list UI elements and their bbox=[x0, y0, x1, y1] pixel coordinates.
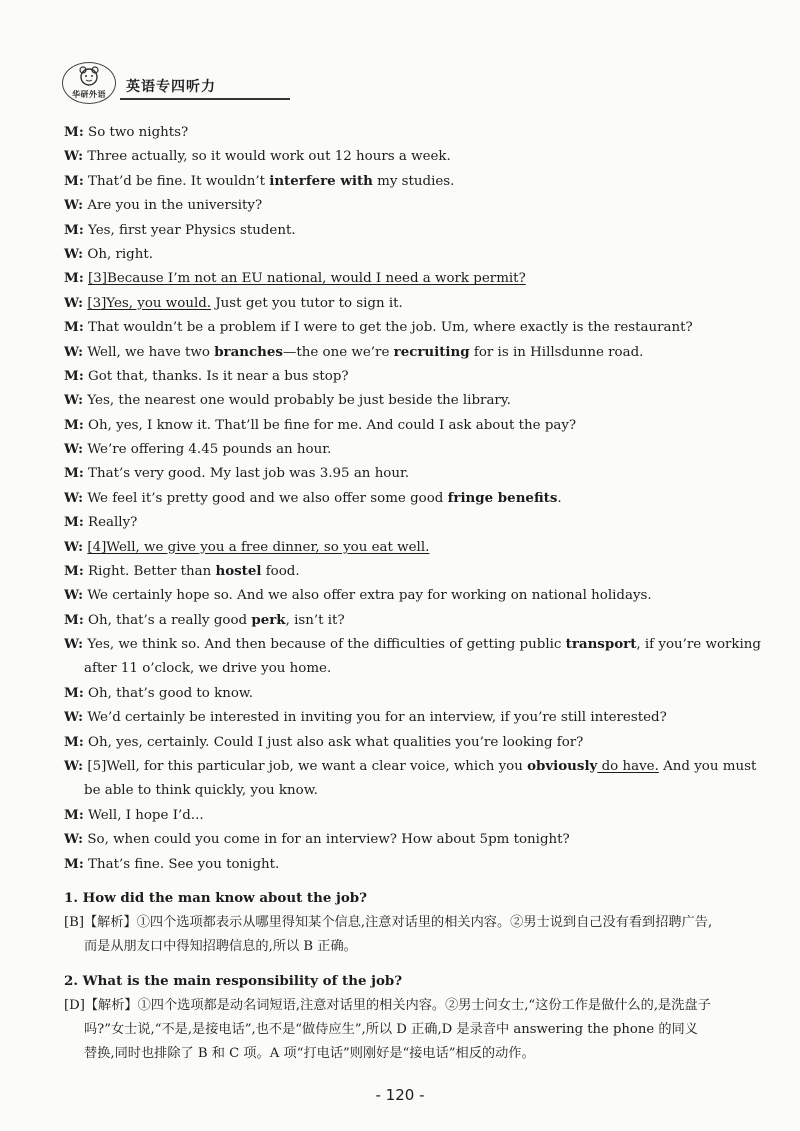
answer-explanation-line: [D]【解析】①四个选项都是动名词短语,注意对话里的相关内容。②男士问女士,“这份工作是做什么的,是洗盘子 bbox=[64, 997, 711, 1013]
dialogue-text: And you must bbox=[658, 759, 757, 775]
dialogue-line bbox=[64, 803, 764, 827]
speaker-label: W: bbox=[64, 294, 84, 311]
dialogue-line bbox=[64, 413, 764, 437]
answer-key-text: [3]Yes, you would. bbox=[87, 295, 212, 311]
dialogue-line bbox=[64, 535, 764, 559]
speaker-label: W: bbox=[64, 148, 84, 165]
speaker-label: W: bbox=[64, 587, 84, 604]
dialogue-line bbox=[64, 340, 764, 364]
dialogue-text: We certainly hope so. And we also offer extra pay for working on national holidays. bbox=[87, 588, 652, 604]
dialogue-line bbox=[64, 315, 764, 339]
page-number: - 120 - bbox=[375, 1086, 425, 1104]
dialogue-text: Right. Better than bbox=[88, 564, 216, 580]
dialogue-text: Oh, that’s a really good bbox=[88, 612, 252, 628]
answer-key-text: [3]Because I’m not an EU national, would I need a work permit? bbox=[88, 271, 526, 287]
dialogue-line bbox=[64, 193, 764, 217]
dialogue-line bbox=[64, 559, 764, 583]
speaker-label: W: bbox=[64, 197, 84, 214]
speaker-label: M: bbox=[64, 684, 84, 701]
dialogue-line bbox=[64, 827, 764, 851]
dialogue-text: [5]Well, for this particular job, we want a clear voice, which you bbox=[87, 759, 528, 775]
dialogue-line bbox=[64, 169, 764, 193]
question-list bbox=[64, 886, 764, 1067]
dialogue-text: Are you in the university? bbox=[87, 198, 263, 214]
dialogue-line bbox=[64, 364, 764, 388]
header-rule bbox=[120, 98, 290, 100]
speaker-label: M: bbox=[64, 733, 84, 750]
speaker-label: W: bbox=[64, 538, 84, 555]
dialogue-text: perk bbox=[251, 611, 286, 628]
dialogue-line bbox=[64, 657, 764, 681]
dialogue-line bbox=[64, 681, 764, 705]
dialogue-line bbox=[64, 120, 764, 144]
dialogue-text: So two nights? bbox=[88, 125, 189, 140]
answer-key-text: [4]Well, we give you a free dinner, so you eat well. bbox=[87, 539, 430, 555]
dialogue-text: That wouldn’t be a problem if I were to get the job. Um, where exactly is the restaurant? bbox=[88, 320, 693, 336]
dialogue-text: food. bbox=[261, 564, 300, 580]
speaker-label: M: bbox=[64, 270, 84, 287]
dialogue-line bbox=[64, 486, 764, 510]
dialogue-text: Well, we have two bbox=[87, 344, 215, 360]
dialogue-text: Well, I hope I’d... bbox=[88, 807, 204, 823]
speaker-label: W: bbox=[64, 489, 84, 506]
dialogue-text: , isn’t it? bbox=[285, 612, 345, 628]
dialogue-text: be able to think quickly, you know. bbox=[84, 782, 318, 798]
dialogue-text: fringe benefits bbox=[447, 489, 558, 506]
speaker-label: M: bbox=[64, 806, 84, 823]
dialogue-text: my studies. bbox=[372, 173, 455, 189]
dialogue-text: branches bbox=[214, 343, 283, 360]
dialogue-text: , if you’re working bbox=[636, 637, 762, 653]
dialogue-line bbox=[64, 852, 764, 876]
question-title: 2. What is the main responsibility of the job? bbox=[64, 973, 403, 990]
dialogue-text: That’s fine. See you tonight. bbox=[88, 856, 280, 872]
question-title: 1. How did the man know about the job? bbox=[64, 890, 368, 907]
speaker-label: W: bbox=[64, 343, 84, 360]
speaker-label: W: bbox=[64, 831, 84, 848]
answer-explanation-line: 替换,同时也排除了 B 和 C 项。A 项“打电话”则刚好是“接电话”相反的动作。 bbox=[84, 1046, 535, 1062]
dialogue-line bbox=[64, 388, 764, 412]
dialogue-text: Oh, right. bbox=[87, 246, 153, 262]
dialogue-text: So, when could you come in for an interview? How about 5pm tonight? bbox=[87, 832, 570, 848]
speaker-label: M: bbox=[64, 611, 84, 628]
dialogue-line bbox=[64, 218, 764, 242]
dialogue-line bbox=[64, 266, 764, 290]
dialogue-line bbox=[64, 705, 764, 729]
dialogue-text: obviously bbox=[527, 758, 598, 775]
dialogue-text: Three actually, so it would work out 12 hours a week. bbox=[87, 149, 451, 165]
dialogue-line bbox=[64, 461, 764, 485]
speaker-label: W: bbox=[64, 758, 84, 775]
dialogue-text: That’d be fine. It wouldn’t bbox=[88, 173, 270, 189]
speaker-label: M: bbox=[64, 416, 84, 433]
speaker-label: M: bbox=[64, 465, 84, 482]
speaker-label: M: bbox=[64, 855, 84, 872]
dialogue-text: We’d certainly be interested in inviting you for an interview, if you’re still interested? bbox=[87, 710, 667, 726]
dialogue-text: transport bbox=[565, 636, 637, 653]
dialogue-text: Yes, first year Physics student. bbox=[88, 222, 296, 238]
speaker-label: M: bbox=[64, 514, 84, 531]
dialogue-text: Really? bbox=[88, 515, 138, 531]
dialogue-text: for is in Hillsdunne road. bbox=[469, 344, 644, 360]
answer-explanation-line: [B]【解析】①四个选项都表示从哪里得知某个信息,注意对话里的相关内容。②男士说到自己没有看到招聘广告, bbox=[64, 914, 713, 930]
speaker-label: W: bbox=[64, 636, 84, 653]
speaker-label: M: bbox=[64, 221, 84, 238]
dialogue-transcript bbox=[64, 120, 764, 876]
speaker-label: M: bbox=[64, 124, 84, 140]
dialogue-text: after 11 o’clock, we drive you home. bbox=[84, 660, 332, 676]
dialogue-line bbox=[64, 437, 764, 461]
speaker-label: M: bbox=[64, 319, 84, 336]
dialogue-text: hostel bbox=[215, 563, 262, 580]
speaker-label: W: bbox=[64, 441, 84, 458]
dialogue-text: . bbox=[557, 490, 562, 506]
dialogue-text: recruiting bbox=[393, 343, 470, 360]
dialogue-text: Oh, that’s good to know. bbox=[88, 685, 254, 701]
dialogue-text: Got that, thanks. Is it near a bus stop? bbox=[88, 368, 349, 384]
dialogue-text: We’re offering 4.45 pounds an hour. bbox=[87, 442, 332, 458]
dialogue-text: interfere with bbox=[269, 172, 373, 189]
dialogue-text: That’s very good. My last job was 3.95 an hour. bbox=[88, 466, 410, 482]
dialogue-text: —the one we’re bbox=[282, 344, 394, 360]
speaker-label: M: bbox=[64, 563, 84, 580]
cartoon-face-icon bbox=[77, 66, 101, 86]
dialogue-text: Oh, yes, I know it. That’ll be fine for me. And could I ask about the pay? bbox=[88, 417, 577, 433]
dialogue-line bbox=[64, 242, 764, 266]
dialogue-line bbox=[64, 730, 764, 754]
answer-explanation-line: 而是从朋友口中得知招聘信息的,所以 B 正确。 bbox=[84, 938, 357, 954]
page-content bbox=[64, 120, 764, 1067]
dialogue-text: Yes, the nearest one would probably be just beside the library. bbox=[87, 393, 511, 409]
dialogue-line bbox=[64, 608, 764, 632]
speaker-label: W: bbox=[64, 392, 84, 409]
dialogue-line bbox=[64, 144, 764, 168]
dialogue-text: Just get you tutor to sign it. bbox=[211, 295, 403, 311]
speaker-label: W: bbox=[64, 245, 84, 262]
dialogue-line bbox=[64, 754, 764, 778]
speaker-label: M: bbox=[64, 367, 84, 384]
dialogue-line bbox=[64, 779, 764, 803]
logo-text: 华研外语 bbox=[72, 90, 106, 99]
dialogue-text: Oh, yes, certainly. Could I just also ask what qualities you’re looking for? bbox=[88, 734, 584, 750]
dialogue-text: We feel it’s pretty good and we also offer some good bbox=[87, 490, 448, 506]
dialogue-line bbox=[64, 583, 764, 607]
answer-key-text: do have. bbox=[597, 759, 659, 775]
dialogue-text: Yes, we think so. And then because of the difficulties of getting public bbox=[87, 637, 566, 653]
dialogue-line bbox=[64, 632, 764, 656]
publisher-logo bbox=[62, 62, 116, 104]
answer-explanation-line: 吗?”女士说,“不是,是接电话”,也不是“做侍应生”,所以 D 正确,D 是录音中 answering the phone 的同义 bbox=[84, 1022, 698, 1038]
speaker-label: M: bbox=[64, 172, 84, 189]
page-header bbox=[58, 58, 258, 108]
speaker-label: W: bbox=[64, 709, 84, 726]
dialogue-line bbox=[64, 291, 764, 315]
dialogue-line bbox=[64, 510, 764, 534]
book-title: 英语专四听力 bbox=[126, 79, 216, 95]
